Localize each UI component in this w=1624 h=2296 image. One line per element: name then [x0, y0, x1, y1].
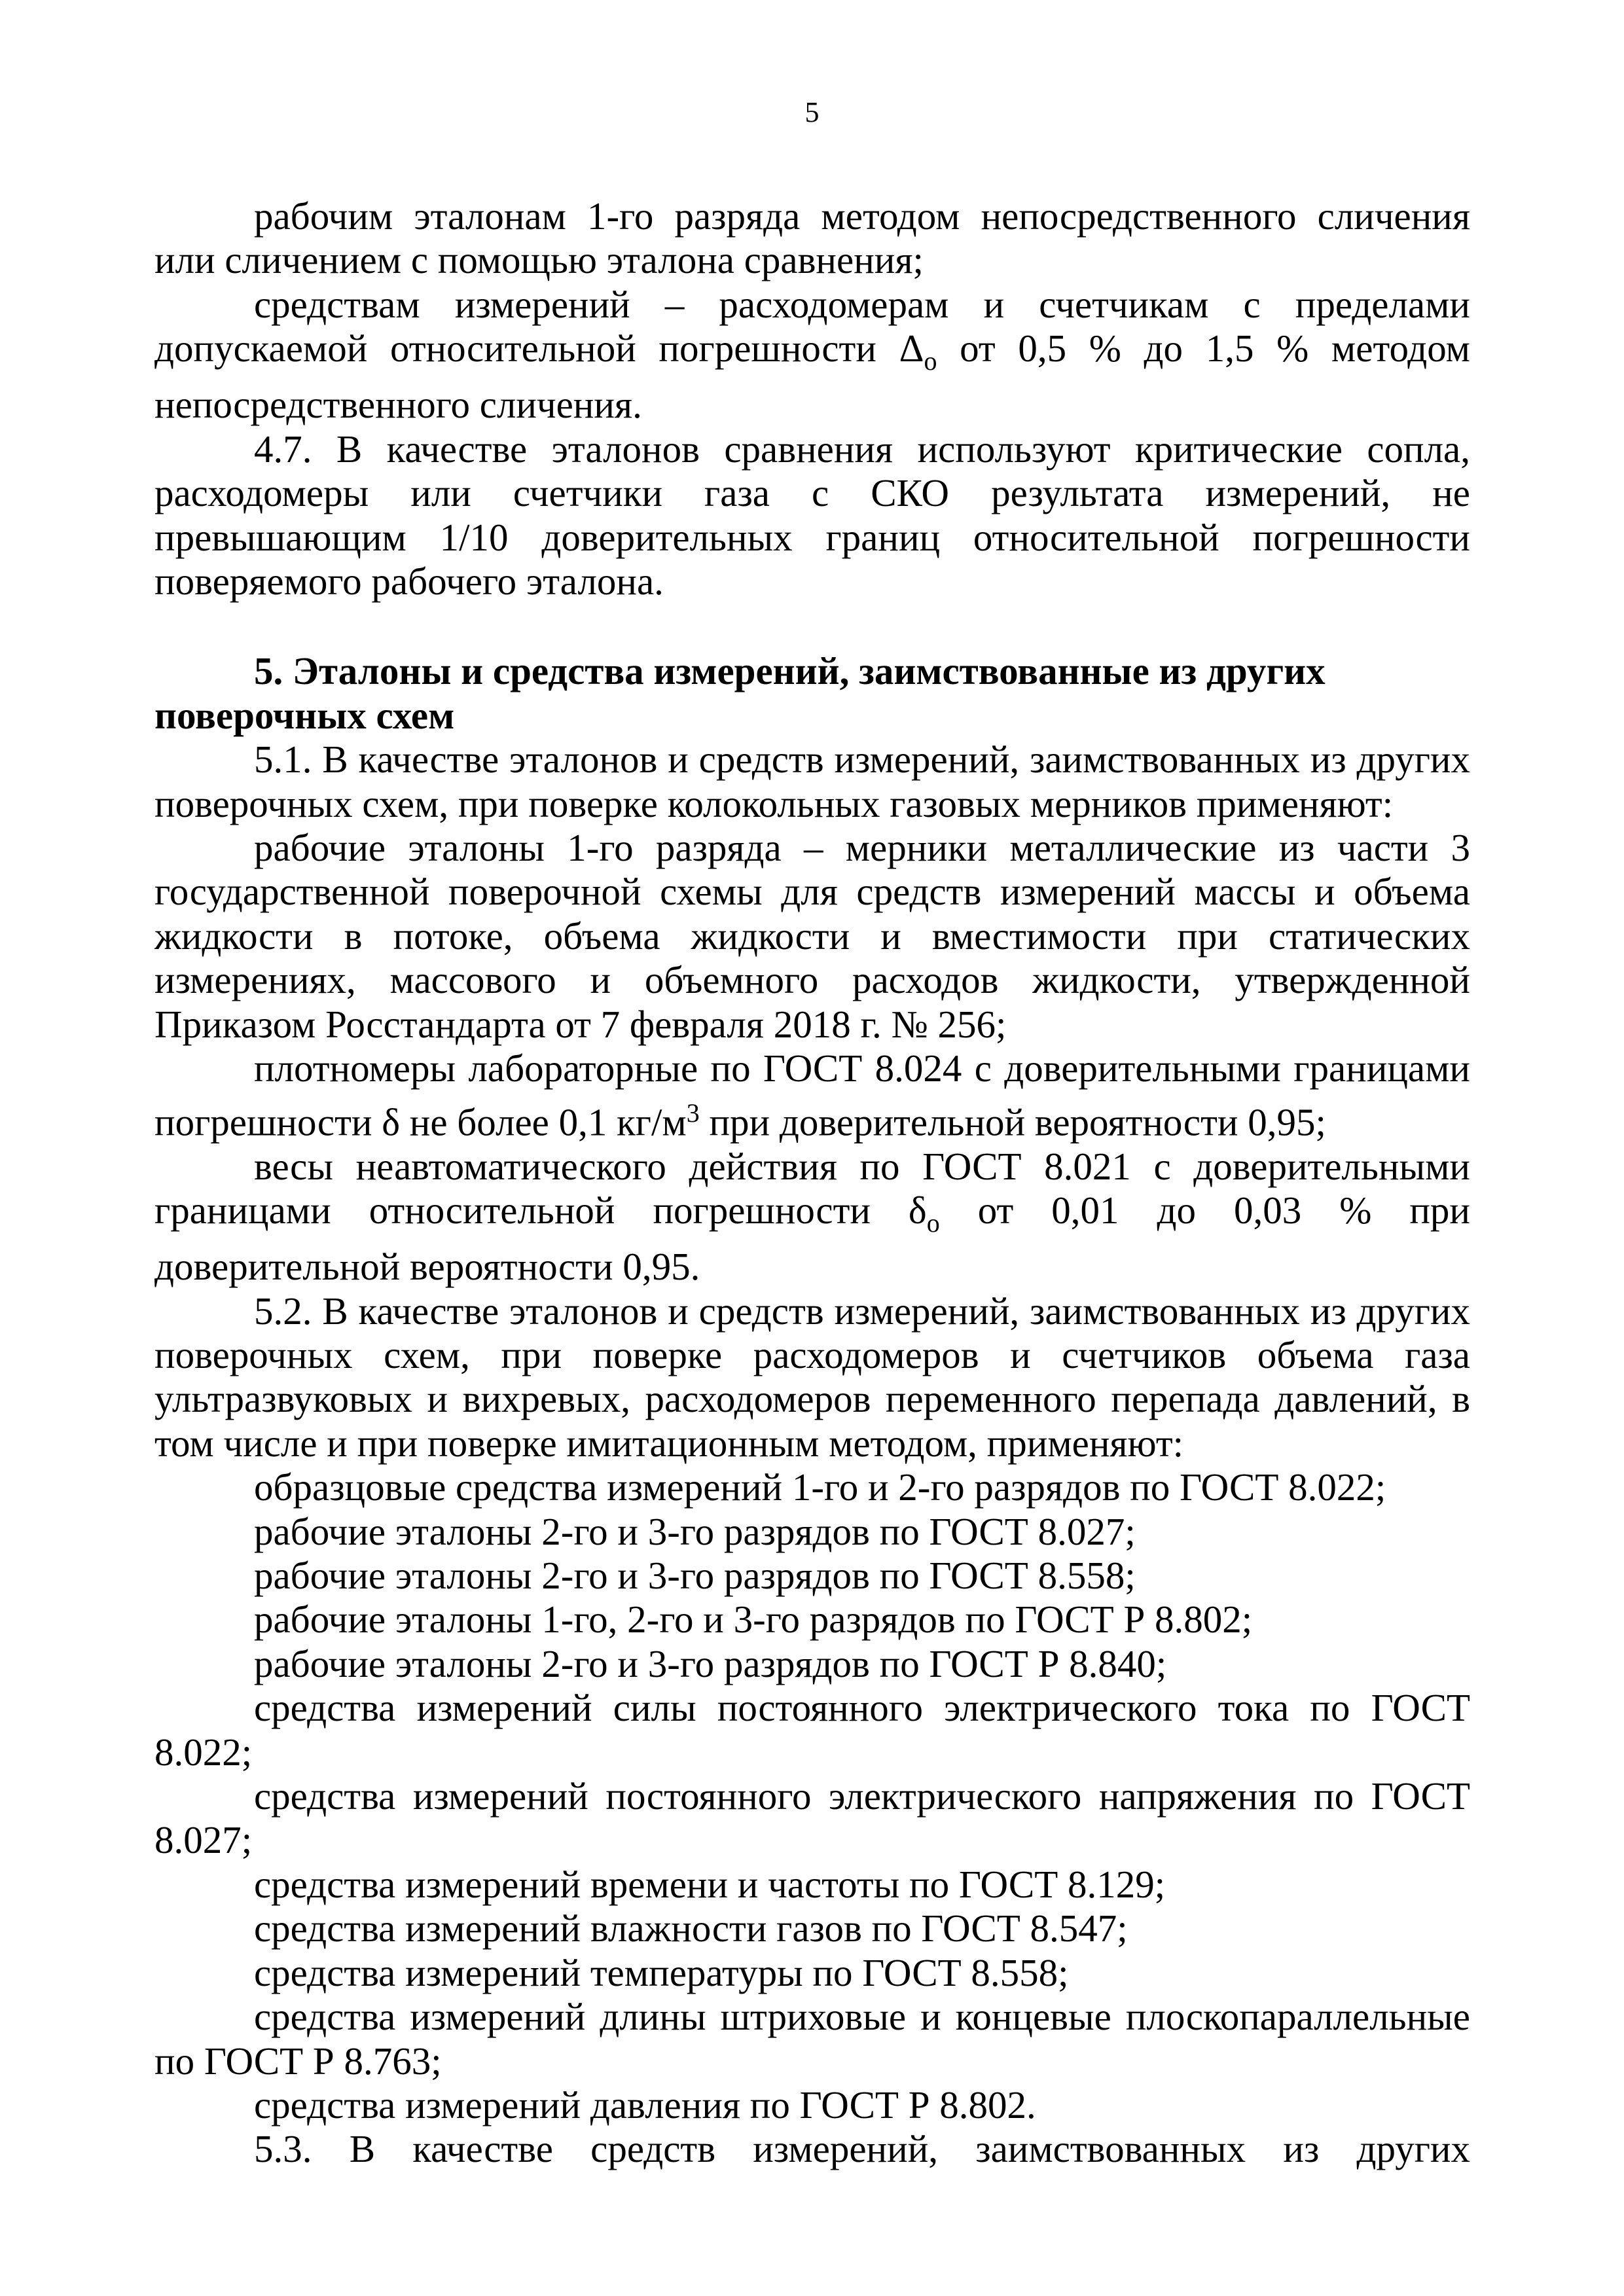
document-body [154, 194, 1470, 2172]
cube-superscript: 3 [686, 1098, 700, 1128]
paragraph-5-1-b-post: при доверительной вероятности 0,95; [699, 1100, 1326, 1144]
page-number: 5 [804, 96, 820, 128]
list-item: рабочие эталоны 2-го и 3-го разрядов по ГОСТ 8.027; [254, 1509, 1136, 1553]
list-item: рабочие эталоны 2-го и 3-го разрядов по ГОСТ Р 8.840; [254, 1641, 1167, 1685]
paragraph-4-7: 4.7. В качестве эталонов сравнения используют критические сопла, расходомеры или счетчики газа с СКО результата измерений, не превышающим 1/10 доверительных границ относительной погрешности поверяемого рабочего эталона. [154, 427, 1470, 603]
paragraph-5-1-c-post: от 0,01 до 0,03 % при доверительной вероятности 0,95. [154, 1188, 1470, 1289]
list-item: средства измерений постоянного электрического напряжения по ГОСТ 8.027; [154, 1774, 1470, 1862]
delta-symbol [899, 327, 937, 376]
paragraph-5-1-b [154, 1047, 1470, 1144]
section-5-heading-line2: поверочных схем [154, 693, 455, 737]
paragraph-intro-2-text-a: средствам измерений – расходомерам и счетчикам с пределами допускаемой относительной погрешности [154, 282, 1470, 370]
list-item: средства измерений влажности газов по ГОСТ 8.547; [254, 1907, 1128, 1950]
list-item: рабочие эталоны 2-го и 3-го разрядов по ГОСТ 8.558; [254, 1554, 1136, 1598]
list-item: средства измерений силы постоянного электрического тока по ГОСТ 8.022; [154, 1686, 1470, 1774]
paragraph-intro-2-text-b: от 0,5 % до 1,5 % методом непосредственного сличения. [154, 327, 1470, 427]
paragraph-5-3: 5.3. В качестве средств измерений, заимствованных из других [254, 2127, 1470, 2171]
section-5-heading [154, 649, 1470, 738]
section-5-heading-line1: 5. Эталоны и средства измерений, заимствованные из других [254, 649, 1326, 693]
delta-subscript: о [924, 346, 937, 376]
list-item: средства измерений давления по ГОСТ Р 8.802. [254, 2083, 1036, 2126]
list-item: средства измерений времени и частоты по ГОСТ 8.129; [254, 1862, 1166, 1906]
paragraph-5-1-c-pre: весы неавтоматического действия по ГОСТ 8.021 с доверительными границами относительной погрешности δ [154, 1144, 1470, 1232]
list-item: образцовые средства измерений 1-го и 2-го разрядов по ГОСТ 8.022; [254, 1465, 1386, 1509]
delta-o-subscript: о [926, 1208, 940, 1238]
delta-char: Δ [899, 327, 924, 370]
list-item: средства измерений длины штриховые и концевые плоскопараллельные по ГОСТ Р 8.763; [154, 1995, 1470, 2083]
paragraph-intro-2 [154, 283, 1470, 427]
paragraph-5-2: 5.2. В качестве эталонов и средств измерений, заимствованных из других поверочных схем, при поверке расходомеров и счетчиков объема газа ультразвуковых и вихревых, расходомеров переменного перепада давлений, в том числе и при поверке имитационным методом, применяют: [154, 1289, 1470, 1465]
list-item: рабочие эталоны 1-го, 2-го и 3-го разрядов по ГОСТ Р 8.802; [254, 1598, 1253, 1641]
list-item: средства измерений температуры по ГОСТ 8.558; [254, 1950, 1069, 1994]
paragraph-5-1-a: рабочие эталоны 1-го разряда – мерники металлические из части 3 государственной поверочной схемы для средств измерений массы и объема жидкости в потоке, объема жидкости и вместимости при статических измерениях, массового и объемного расходов жидкости, утвержденной Приказом Росстандарта от 7 февраля 2018 г. № 256; [154, 826, 1470, 1046]
paragraph-intro-1: рабочим эталонам 1-го разряда методом непосредственного сличения или сличением с помощью эталона сравнения; [154, 194, 1470, 282]
paragraph-5-1-b-pre: плотномеры лабораторные по ГОСТ 8.024 с доверительными границами погрешности δ не более 0,1 кг/м [154, 1047, 1470, 1144]
paragraph-5-1-c [154, 1145, 1470, 1289]
paragraph-5-1: 5.1. В качестве эталонов и средств измерений, заимствованных из других поверочных схем, при поверке колокольных газовых мерников применяют: [154, 738, 1470, 825]
